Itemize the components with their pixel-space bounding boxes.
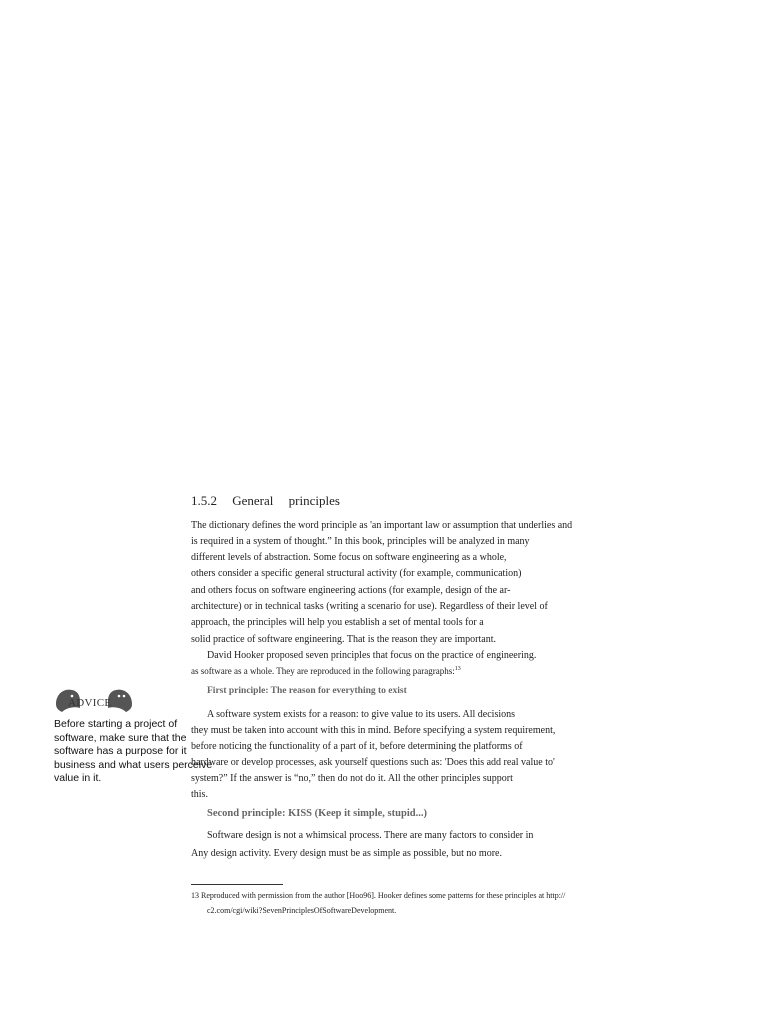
section-title-word: principles: [288, 493, 340, 508]
body-text-line: they must be taken into account with this in mind. Before specifying a system requirement,: [191, 725, 556, 736]
advice-note: [54, 718, 213, 786]
footnote-text: 13 Reproduced with permission from the author [Hoo96]. Hooker defines some patterns for these principles at http://: [191, 891, 566, 900]
advice-note-line: business and what users perceive: [54, 758, 213, 771]
principle-heading: First principle: The reason for everything to exist: [207, 686, 407, 696]
body-text-line: approach, the principles will help you establish a set of mental tools for a: [191, 617, 484, 628]
body-text-line: The dictionary defines the word principle as 'an important law or assumption that underlies and: [191, 520, 573, 531]
body-text-line: this.: [191, 789, 208, 800]
advice-label: ADVICE: [68, 697, 112, 709]
body-text-line: is required in a system of thought.” In this book, principles will be analyzed in many: [191, 536, 530, 547]
section-number: 1.5.2: [191, 493, 217, 508]
footnote-link: c2.com/cgi/wiki?SevenPrinciplesOfSoftwareDevelopment.: [207, 906, 397, 915]
body-text-line: hardware or develop processes, ask yourself questions such as: 'Does this add real value to': [191, 757, 555, 768]
advice-note-line: Before starting a project of: [54, 718, 178, 730]
body-text-line: others consider a specific general structural activity (for example, communication): [191, 568, 522, 579]
advice-note-line: software, make sure that the: [54, 731, 187, 744]
body-text-line: architecture) or in technical tasks (writing a scenario for use). Regardless of their level of: [191, 601, 548, 612]
body-text-line: A software system exists for a reason: to give value to its users. All decisions: [207, 709, 516, 720]
body-text-line: Any design activity. Every design must be as simple as possible, but no more.: [191, 848, 502, 859]
body-text-line: [191, 665, 461, 678]
body-text-line: system?” If the answer is “no,” then do not do it. All the other principles support: [191, 773, 513, 784]
body-text-line: David Hooker proposed seven principles that focus on the practice of engineering.: [207, 650, 537, 661]
principle-heading: Second principle: KISS (Keep it simple, stupid...): [207, 808, 427, 819]
body-text-line: Software design is not a whimsical process. There are many factors to consider in: [207, 830, 534, 841]
section-title-word: General: [232, 493, 274, 508]
footnote-rule: [191, 884, 283, 885]
section-title: [191, 493, 340, 509]
body-text-line: solid practice of software engineering. That is the reason they are important.: [191, 634, 496, 645]
body-text-line: before noticing the functionality of a part of it, before determining the platforms of: [191, 741, 523, 752]
advice-note-line: value in it.: [54, 772, 102, 785]
body-text-line: different levels of abstraction. Some focus on software engineering as a whole,: [191, 552, 507, 563]
body-text-line: and others focus on software engineering actions (for example, design of the ar-: [191, 585, 511, 596]
advice-note-line: software has a purpose for it: [54, 745, 187, 758]
footnote-marker: 13: [454, 666, 461, 672]
body-text: as software as a whole. They are reproduced in the following paragraphs:: [191, 666, 455, 676]
